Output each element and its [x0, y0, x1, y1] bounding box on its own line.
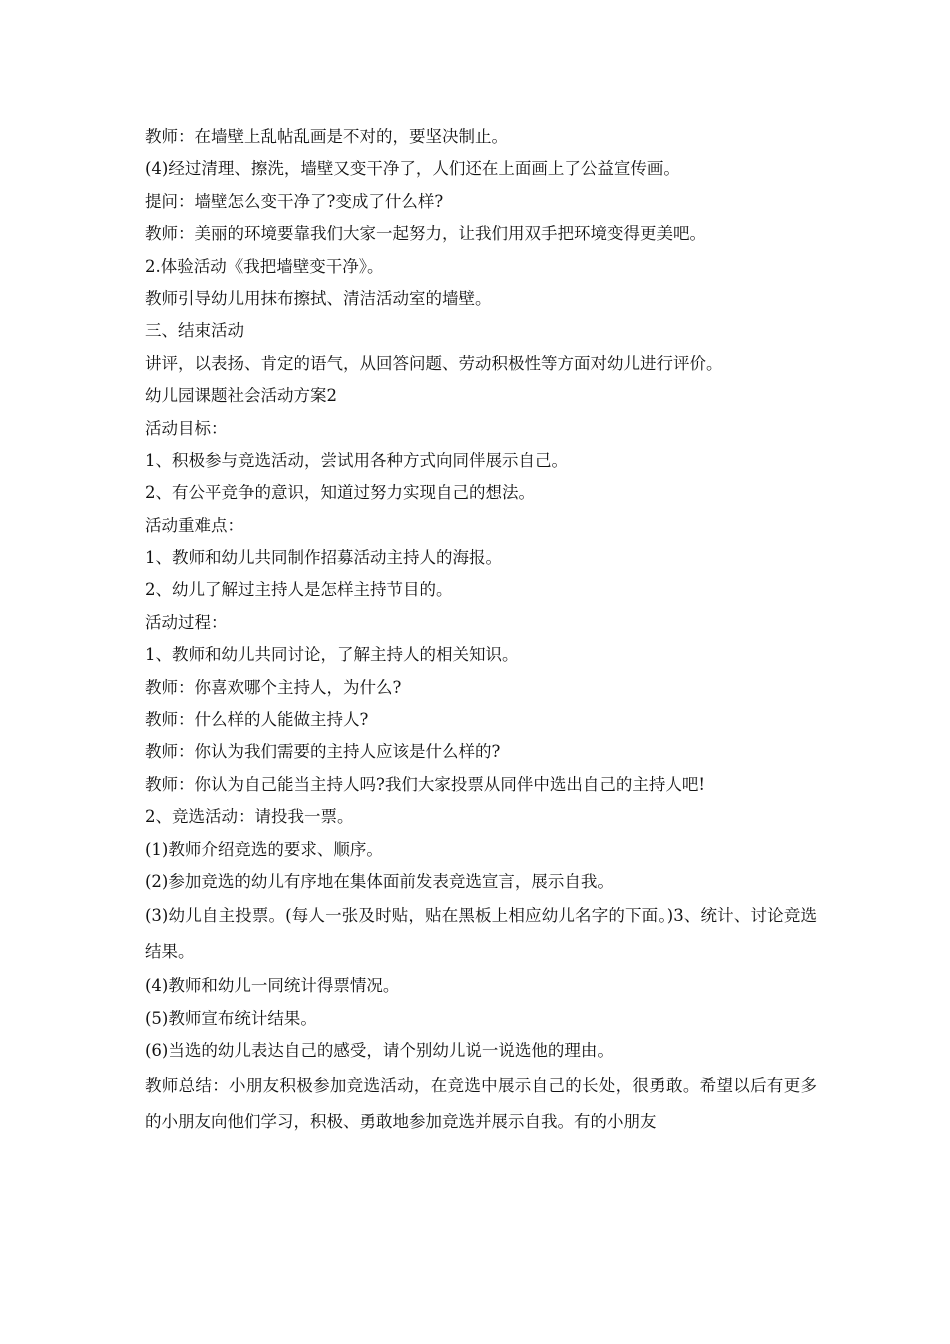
list-item: 2、有公平竞争的意识，知道过努力实现自己的想法。: [145, 483, 535, 503]
list-item: (1)教师介绍竞选的要求、顺序。: [145, 839, 383, 859]
text-line: 教师：什么样的人能做主持人?: [145, 710, 369, 730]
text-line: 教师：美丽的环境要靠我们大家一起努力，让我们用双手把环境变得更美吧。: [145, 224, 706, 244]
list-item: 2、幼儿了解过主持人是怎样主持节目的。: [145, 580, 453, 600]
text-line: 教师引导幼儿用抹布擦拭、清洁活动室的墙壁。: [145, 288, 492, 308]
list-item: (2)参加竞选的幼儿有序地在集体面前发表竞选宣言，展示自我。: [145, 871, 614, 891]
list-item: 1、教师和幼儿共同讨论，了解主持人的相关知识。: [145, 645, 519, 665]
text-line: 教师：你认为我们需要的主持人应该是什么样的?: [145, 742, 501, 762]
text-line: 教师：你喜欢哪个主持人，为什么?: [145, 677, 402, 697]
text-line: 讲评，以表扬、肯定的语气，从回答问题、劳动积极性等方面对幼儿进行评价。: [145, 353, 723, 373]
section-heading: 活动目标：: [145, 418, 228, 438]
text-line: 提问：墙壁怎么变干净了?变成了什么样?: [145, 191, 444, 211]
list-item: 2、竞选活动：请投我一票。: [145, 807, 354, 827]
text-line: 教师：在墙壁上乱帖乱画是不对的，要坚决制止。: [145, 127, 508, 146]
text-line: 教师：你认为自己能当主持人吗?我们大家投票从同伴中选出自己的主持人吧!: [145, 774, 705, 794]
section-heading: 活动过程：: [145, 612, 228, 632]
list-item: 1、教师和幼儿共同制作招募活动主持人的海报。: [145, 548, 502, 568]
section-heading: 活动重难点：: [145, 515, 244, 535]
list-item: (5)教师宣布统计结果。: [145, 1008, 317, 1028]
section-heading: 2.体验活动《我把墙壁变干净》。: [145, 256, 384, 276]
list-item: (6)当选的幼儿表达自己的感受，请个别幼儿说一说选他的理由。: [145, 1041, 614, 1061]
document-title: 幼儿园课题社会活动方案2: [145, 386, 337, 406]
list-item: 1、积极参与竞选活动，尝试用各种方式向同伴展示自己。: [145, 450, 568, 470]
document-body: [145, 121, 817, 1140]
paragraph: 教师总结：小朋友积极参加竞选活动，在竞选中展示自己的长处，很勇敢。希望以后有更多的小朋友向他们学习，积极、勇敢地参加竞选并展示自我。有的小朋友: [145, 1075, 817, 1131]
section-heading: 三、结束活动: [145, 321, 244, 341]
paragraph: (3)幼儿自主投票。(每人一张及时贴，贴在黑板上相应幼儿名字的下面。)3、统计、讨论竞选结果。: [145, 906, 817, 962]
text-line: (4)经过清理、擦洗，墙壁又变干净了，人们还在上面画上了公益宣传画。: [145, 159, 680, 179]
list-item: (4)教师和幼儿一同统计得票情况。: [145, 976, 400, 996]
